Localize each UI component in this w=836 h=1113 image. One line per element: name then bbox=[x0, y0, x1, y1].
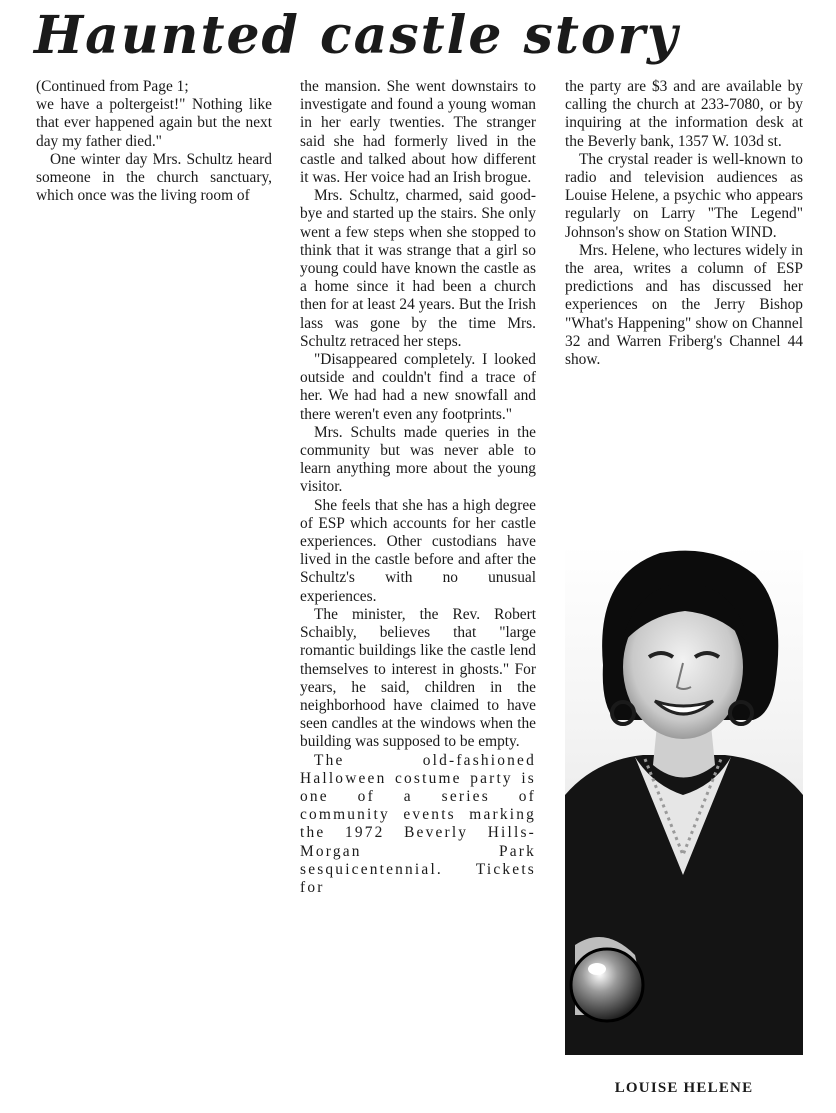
paragraph: The crystal reader is well-known to radio and television audiences as Louise Helene, a psychic who appears regularly on Larry "The Legend" Johnson's show on Station WIND. bbox=[565, 150, 803, 241]
article-column-3 bbox=[565, 78, 803, 369]
headline: Haunted castle story bbox=[34, 5, 680, 66]
paragraph: "Disappeared completely. I looked outside and couldn't find a trace of her. We had had a new snowfall and there weren't even any footprints." bbox=[300, 351, 536, 423]
paragraph: the party are $3 and are available by calling the church at 233-7080, or by inquiring at the information desk at the Beverly bank, 1357 W. 103d st. bbox=[565, 78, 803, 150]
paragraph: Mrs. Helene, who lectures widely in the area, writes a column of ESP predictions and has discussed her experiences on the Jerry Bishop "What's Happening" show on Channel 32 and Warren Friberg's Channel 44 show. bbox=[565, 241, 803, 369]
paragraph: She feels that she has a high degree of ESP which accounts for her castle experiences. Other custodians have lived in the castle before and after the Schultz's with no unusual experiences. bbox=[300, 496, 536, 605]
paragraph: Mrs. Schults made queries in the community but was never able to learn anything more about the young visitor. bbox=[300, 423, 536, 496]
paragraph: One winter day Mrs. Schultz heard someone in the church sanctuary, which once was the living room of bbox=[36, 150, 272, 205]
paragraph: The old-fashioned Halloween costume party is one of a series of community events marking the 1972 Beverly Hills-Morgan Park sesquicentennial. Tickets for bbox=[300, 751, 536, 896]
photo-caption: LOUISE HELENE bbox=[614, 1080, 754, 1096]
paragraph: the mansion. She went downstairs to investigate and found a young woman in her early twenties. The stranger said she had formerly lived in the castle and talked about how different it was. Her voice had an Irish brogue. bbox=[300, 78, 536, 187]
paragraph: The minister, the Rev. Robert Schaibly, believes that "large romantic buildings like the castle lend themselves to interest in ghosts." For years, he said, children in the neighborhood have claimed to have seen candles at the windows when the building was supposed to be empty. bbox=[300, 605, 536, 751]
paragraph: we have a poltergeist!" Nothing like that ever happened again but the next day my father died." bbox=[36, 96, 272, 150]
article-column-1 bbox=[36, 78, 272, 205]
continued-line: (Continued from Page 1; bbox=[36, 78, 189, 95]
article-column-2 bbox=[300, 78, 536, 897]
paragraph: Mrs. Schultz, charmed, said good-bye and started up the stairs. She only went a few steps when she stopped to think that it was strange that a girl so young could have known the castle as a home since it had been a church then for at least 24 years. But the Irish lass was gone by the time Mrs. Schultz retraced her steps. bbox=[300, 187, 536, 350]
portrait-photo bbox=[565, 545, 803, 1055]
